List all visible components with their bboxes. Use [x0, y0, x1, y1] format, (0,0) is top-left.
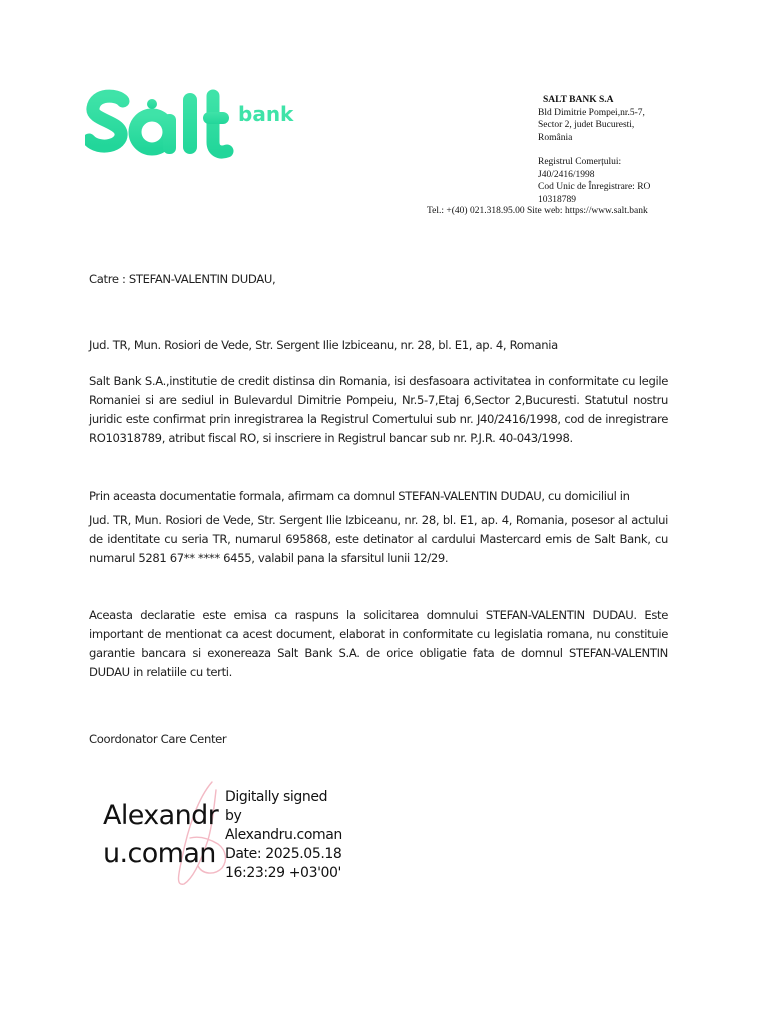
paragraph-declaration-line1: Prin aceasta documentatie formala, afirmam ca domnul STEFAN-VALENTIN DUDAU, cu domiciliul in	[89, 489, 630, 503]
logo-sub-text: bank	[238, 102, 294, 126]
bank-registry	[538, 156, 668, 206]
paragraph-bank-status: Salt Bank S.A.,institutie de credit distinsa din Romania, isi desfasoara activitatea in conformitate cu legile Romaniei si are sediul in Bulevardul Dimitrie Pompeiu, Nr.5-7,Etaj 6,Sector 2,Bucuresti. Statutul nostru juridic este confirmat prin inregistrarea la Registrul Comertului sub nr. J40/2416/1998, cod de inregistrare RO10318789, atribut fiscal RO, si inscriere in Registrul bancar sub nr. P.J.R. 40-043/1998.	[89, 374, 668, 445]
bank-address-line: Bld Dimitrie Pompei,nr.5-7,	[538, 107, 645, 118]
signature-meta-line: 16:23:29 +03'00'	[225, 865, 341, 881]
bank-registry-line: J40/2416/1998	[538, 169, 595, 180]
digital-signature-details	[225, 788, 375, 883]
signature-name-line: Alexandr	[103, 800, 219, 831]
bank-registry-line: Registrul Comerțului:	[538, 157, 622, 167]
bank-address-line: România	[538, 132, 573, 143]
salt-bank-logo	[85, 88, 300, 160]
signature-meta-line: Digitally signed	[225, 789, 328, 805]
paragraph-disclaimer: Aceasta declaratie este emisa ca raspuns la solicitarea domnului STEFAN-VALENTIN DUDAU. Este important de mentionat ca acest document, elaborat in conformitate cu legislatia romana, nu constituie garantie bancara si exonereaza Salt Bank S.A. de orice obligatie fata de domnul STEFAN-VALENTIN DUDAU in relatiile cu terti.	[89, 608, 668, 679]
bank-name: SALT BANK S.A	[543, 95, 614, 105]
signature-meta-line: Alexandru.coman	[225, 827, 342, 843]
bank-contact: Tel.: +(40) 021.318.95.00 Site web: https://www.salt.bank	[427, 206, 648, 216]
signature-meta-line: by	[225, 808, 242, 824]
bank-registry-line: Cod Unic de Înregistrare: RO	[538, 182, 651, 192]
paragraph-declaration: Jud. TR, Mun. Rosiori de Vede, Str. Sergent Ilie Izbiceanu, nr. 28, bl. E1, ap. 4, Romania, posesor al actului de identitate cu seria TR, numarul 695868, este detinator al cardului Mastercard emis de Salt Bank, cu numarul 5281 67** **** 6455, valabil pana la sfarsitul lunii 12/29.	[89, 513, 668, 565]
bank-address	[538, 107, 668, 145]
bank-address-line: Sector 2, judet Bucuresti,	[538, 120, 635, 130]
bank-registry-line: 10318789	[538, 194, 576, 205]
recipient-address: Jud. TR, Mun. Rosiori de Vede, Str. Sergent Ilie Izbiceanu, nr. 28, bl. E1, ap. 4, Romania	[89, 338, 558, 352]
signature-name-line: u.coman	[103, 838, 216, 869]
recipient-line: Catre : STEFAN-VALENTIN DUDAU,	[89, 272, 276, 286]
bank-info	[538, 94, 668, 206]
signatory-title: Coordonator Care Center	[89, 732, 227, 746]
signature-meta-line: Date: 2025.05.18	[225, 846, 342, 862]
signature-name	[103, 797, 218, 873]
